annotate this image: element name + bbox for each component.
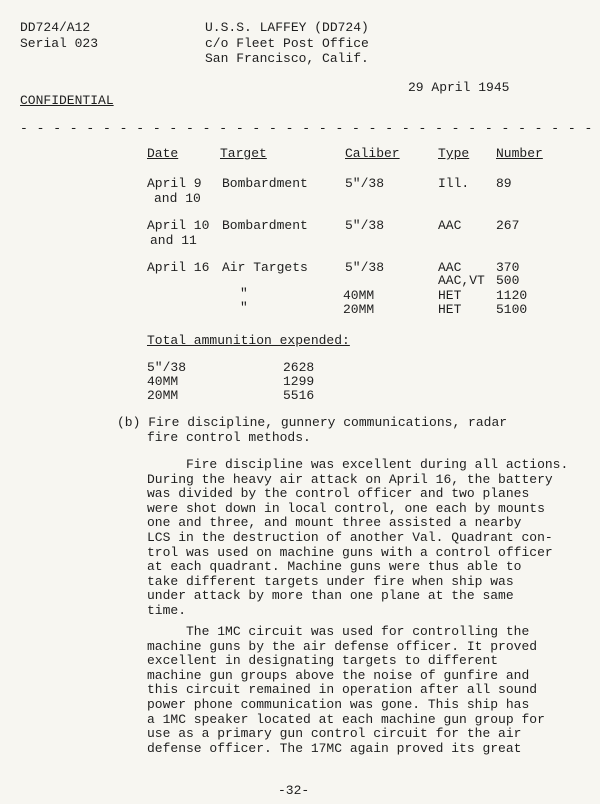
table-row-date: April 16: [147, 260, 210, 275]
paragraph-line: was divided by the control officer and two planes: [147, 486, 530, 502]
fleet-post-office: c/o Fleet Post Office: [205, 36, 369, 51]
col-header-caliber: Caliber: [345, 146, 400, 161]
table-row-number: 1120: [496, 288, 528, 303]
table-row-caliber: 5"/38: [345, 260, 385, 275]
serial-number: Serial 023: [20, 36, 99, 51]
table-row-caliber: 20MM: [343, 302, 375, 317]
paragraph-line: were shot down in local control, one each by mounts: [147, 500, 545, 516]
file-code: DD724/A12: [20, 20, 91, 35]
paragraph-line: machine gun groups above the noise of gunfire and: [147, 667, 530, 683]
table-row-type: HET: [438, 302, 462, 317]
table-row-caliber: 5"/38: [345, 218, 385, 233]
paragraph-line: During the heavy air attack on April 16, the battery: [147, 471, 553, 487]
paragraph-line: defense officer. The 17MC again proved its great: [147, 740, 522, 756]
body-paragraph-1: [147, 458, 587, 619]
table-row-type: AAC: [438, 260, 462, 275]
paragraph-line: time.: [147, 602, 187, 618]
table-row-date: April 9: [147, 176, 202, 191]
table-row-target: Bombardment: [222, 218, 308, 233]
paragraph-line: The 1MC circuit was used for controlling the: [147, 624, 530, 639]
totals-caliber: 5"/38: [147, 360, 187, 375]
table-row-number: 500: [496, 273, 520, 288]
table-row-number: 370: [496, 260, 520, 275]
paragraph-line: power phone communication was gone. This ship has: [147, 696, 530, 712]
paragraph-line: LCS in the destruction of another Val. Quadrant con-: [147, 529, 553, 545]
totals-caliber: 40MM: [147, 374, 179, 389]
table-row-number: 89: [496, 176, 512, 191]
col-header-number: Number: [496, 146, 543, 161]
paragraph-line: trol was used on machine guns with a control officer: [147, 544, 553, 560]
paragraph-line: use as a primary gun control circuit for the air: [147, 726, 522, 742]
col-header-date: Date: [147, 146, 179, 161]
paragraph-line: under attack by more than one plane at the same: [147, 588, 514, 604]
page-number: -32-: [278, 783, 310, 798]
table-row-date-cont: and 11: [150, 233, 197, 248]
paragraph-line: excellent in designating targets to different: [147, 653, 499, 669]
table-row-date-cont: and 10: [154, 191, 201, 206]
table-row-caliber: 40MM: [343, 288, 375, 303]
letter-date: 29 April 1945: [408, 80, 510, 95]
classification-mark: CONFIDENTIAL: [20, 93, 114, 108]
table-row-date: April 10: [147, 218, 210, 233]
paragraph-line: Fire discipline was excellent during all actions.: [147, 457, 569, 472]
col-header-type: Type: [438, 146, 470, 161]
table-row-target: Air Targets: [222, 260, 308, 275]
totals-caliber: 20MM: [147, 388, 179, 403]
totals-amount: 1299: [283, 374, 315, 389]
body-paragraph-2: [147, 625, 587, 756]
table-row-type: AAC: [438, 218, 462, 233]
table-row-number: 5100: [496, 302, 528, 317]
table-row-type: AAC,VT: [438, 273, 485, 288]
totals-heading: Total ammunition expended:: [147, 333, 350, 348]
section-b-heading-cont: fire control methods.: [147, 430, 311, 445]
table-row-caliber: 5"/38: [345, 176, 385, 191]
ditto-mark: ": [240, 300, 248, 315]
totals-amount: 2628: [283, 360, 315, 375]
table-row-type: HET: [438, 288, 462, 303]
col-header-target: Target: [220, 146, 267, 161]
table-row-number: 267: [496, 218, 520, 233]
table-row-target: Bombardment: [222, 176, 308, 191]
ship-name: U.S.S. LAFFEY (DD724): [205, 20, 369, 35]
paragraph-line: machine guns by the air defense officer. It proved: [147, 638, 538, 654]
table-row-type: Ill.: [438, 176, 470, 191]
paragraph-line: take different targets under fire when ship was: [147, 573, 514, 589]
divider-line: - - - - - - - - - - - - - - - - - - - - - - - - - - - - - - - - - - -: [20, 121, 593, 136]
ditto-mark: ": [240, 286, 248, 301]
city-line: San Francisco, Calif.: [205, 51, 369, 66]
paragraph-line: at each quadrant. Machine guns were thus able to: [147, 559, 522, 575]
totals-amount: 5516: [283, 388, 315, 403]
paragraph-line: this circuit remained in operation after all sound: [147, 682, 538, 698]
section-b-heading: (b) Fire discipline, gunnery communications, radar: [117, 415, 508, 430]
paragraph-line: a 1MC speaker located at each machine gun group for: [147, 711, 545, 727]
paragraph-line: one and three, and mount three assisted a nearby: [147, 515, 522, 531]
